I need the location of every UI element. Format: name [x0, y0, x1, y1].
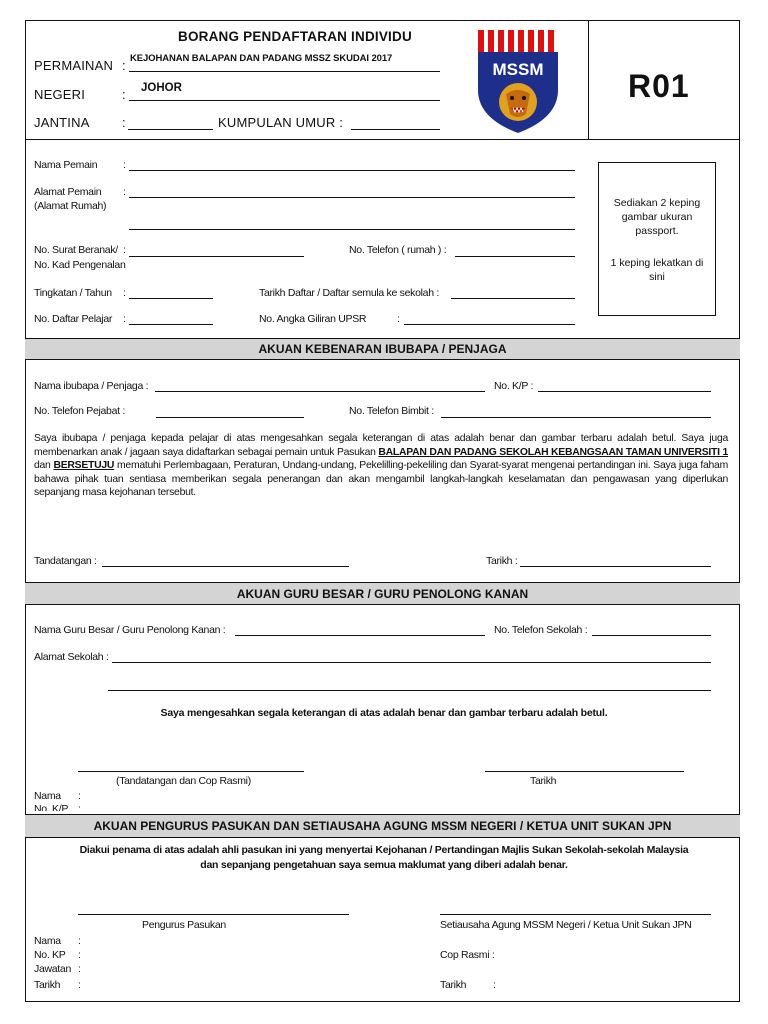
negeri-value[interactable]: JOHOR [141, 82, 182, 94]
parent-declaration [34, 432, 728, 500]
permainan-line [129, 71, 440, 72]
setiausaha-label: Setiausaha Agung MSSM Negeri / Ketua Unit Sukan JPN [440, 919, 692, 931]
manager-jawatan-label: Jawatan [34, 963, 72, 975]
headmaster-sign-line[interactable] [78, 771, 304, 772]
negeri-colon: : [122, 87, 126, 102]
form-code: R01 [628, 68, 690, 104]
kp-line[interactable] [538, 391, 711, 392]
tarikh-daftar-label: Tarikh Daftar / Daftar semula ke sekolah : [259, 287, 439, 299]
colon: : [493, 979, 496, 991]
tel-sekolah-label: No. Telefon Sekolah : [494, 624, 588, 636]
colon: : [123, 159, 126, 171]
parent-heading: AKUAN KEBENARAN IBUBAPA / PENJAGA [25, 338, 740, 360]
telefon-rumah-line[interactable] [455, 256, 575, 257]
declaration-bersetuju: BERSETUJU [53, 460, 115, 471]
photo-note-1: Sediakan 2 keping gambar ukuran passport. [613, 197, 701, 237]
negeri-line [129, 100, 440, 101]
nama-ibubapa-line[interactable] [155, 391, 485, 392]
headmaster-heading: AKUAN GURU BESAR / GURU PENOLONG KANAN [25, 582, 740, 605]
setiausaha-sign-line[interactable] [440, 914, 711, 915]
tingkatan-label: Tingkatan / Tahun [34, 287, 112, 299]
permainan-colon: : [122, 58, 126, 73]
colon: : [123, 186, 126, 198]
headmaster-nama-label: Nama [34, 790, 61, 802]
headmaster-confirm: Saya mengesahkan segala keterangan di atas adalah benar dan gambar terbaru adalah betul. [160, 707, 608, 719]
headmaster-date-label: Tarikh [530, 775, 557, 787]
alamat-pemain-sub: (Alamat Rumah) [34, 200, 107, 212]
manager-para-2: dan sepanjang pengetahuan saya semua maklumat yang diberi adalah benar. [200, 859, 568, 871]
colon: : [397, 313, 400, 325]
manager-heading: AKUAN PENGURUS PASUKAN DAN SETIAUSAHA AGUNG MSSM NEGERI / KETUA UNIT SUKAN JPN [25, 814, 740, 838]
pengurus-sign-line[interactable] [78, 914, 349, 915]
permainan-value[interactable]: KEJOHANAN BALAPAN DAN PADANG MSSZ SKUDAI 2017 [130, 53, 393, 64]
telefon-rumah-label: No. Telefon ( rumah ) : [349, 244, 447, 256]
headmaster-kp-clip [34, 803, 94, 811]
declaration-text-c: mematuhi Perlembagaan, Peraturan, Undang-undang, Pekelilling-pekeliling dan Syarat-syarat mengenai pertandingan ini. Saya juga faham bahawa pihak tuan sentiasa memberikan segala penerangan dan akan mengambil langkah-langkah keselamatan dan pengawasan yang diperlukan sepanjang masa kejohanan tersebut. [34, 460, 728, 498]
cop-rasmi-label: Cop Rasmi : [440, 949, 495, 961]
manager-tarikh-label: Tarikh [34, 979, 61, 991]
colon: : [78, 979, 81, 991]
headmaster-sign-caption: (Tandatangan dan Cop Rasmi) [116, 775, 251, 787]
pengurus-label: Pengurus Pasukan [142, 919, 226, 931]
colon: : [78, 803, 81, 811]
declaration-text-b: dan [34, 460, 54, 471]
alamat-sekolah-label: Alamat Sekolah : [34, 651, 109, 663]
negeri-label: NEGERI [34, 87, 86, 102]
headmaster-date-line[interactable] [485, 771, 684, 772]
logo-stripes [478, 30, 554, 52]
jantina-line[interactable] [128, 129, 213, 130]
photo-box[interactable] [598, 162, 716, 316]
tel-pejabat-line[interactable] [156, 417, 304, 418]
colon: : [78, 935, 81, 947]
colon: : [123, 313, 126, 325]
colon: : [78, 790, 81, 802]
logo-text: MSSM [492, 60, 544, 79]
alamat-pemain-label: Alamat Pemain [34, 186, 102, 198]
colon: : [123, 244, 126, 256]
tel-bimbit-label: No. Telefon Bimbit : [349, 405, 434, 417]
form-title: BORANG PENDAFTARAN INDIVIDU [178, 29, 412, 44]
declaration-text-a: Saya ibubapa / penjaga kepada pelajar di atas mengesahkan segala keterangan di atas adalah benar dan gambar terbaru adalah betul. Saya juga membenarkan anak / jagaan saya didaftarkan sebagai pemain untuk Pasukan [34, 433, 728, 458]
kp-label: No. K/P : [494, 380, 534, 392]
nama-guru-label: Nama Guru Besar / Guru Penolong Kanan : [34, 624, 226, 636]
alamat-sekolah-line-2[interactable] [108, 690, 711, 691]
colon: : [78, 963, 81, 975]
angka-giliran-label: No. Angka Giliran UPSR [259, 313, 367, 325]
jantina-label: JANTINA [34, 115, 90, 130]
manager-nama-label: Nama [34, 935, 61, 947]
tarikh-line[interactable] [520, 566, 711, 567]
alamat-sekolah-line-1[interactable] [112, 662, 711, 663]
jantina-colon: : [122, 115, 126, 130]
surat-beranak-label: No. Surat Beranak/ [34, 244, 118, 256]
surat-line[interactable] [129, 256, 304, 257]
photo-note-2: 1 keping lekatkan di sini [610, 257, 704, 283]
headmaster-kp-label: No. K/P [34, 803, 69, 811]
tel-pejabat-label: No. Telefon Pejabat : [34, 405, 125, 417]
tingkatan-line[interactable] [129, 298, 213, 299]
nama-pemain-label: Nama Pemain [34, 159, 98, 171]
header-divider [588, 20, 589, 140]
manager-para-1: Diakui penama di atas adalah ahli pasukan ini yang menyertai Kejohanan / Pertandingan Majlis Sukan Sekolah-sekolah Malaysia [79, 844, 689, 856]
alamat-line-1[interactable] [129, 197, 575, 198]
kad-pengenalan-label: No. Kad Pengenalan [34, 259, 126, 271]
kumpulan-line[interactable] [351, 129, 440, 130]
angka-giliran-line[interactable] [404, 324, 575, 325]
colon: : [78, 949, 81, 961]
alamat-line-2[interactable] [129, 229, 575, 230]
declaration-team: BALAPAN DAN PADANG SEKOLAH KEBANGSAAN TAMAN UNIVERSITI 1 [378, 446, 728, 458]
tandatangan-line[interactable] [102, 566, 349, 567]
kumpulan-label: KUMPULAN UMUR : [218, 115, 344, 130]
daftar-pelajar-line[interactable] [129, 324, 213, 325]
permainan-label: PERMAINAN [34, 58, 114, 73]
nama-ibubapa-label: Nama ibubapa / Penjaga : [34, 380, 149, 392]
tarikh-label: Tarikh : [486, 555, 518, 567]
nama-guru-line[interactable] [235, 635, 485, 636]
nama-pemain-line[interactable] [129, 170, 575, 171]
header-bottom-rule [25, 139, 740, 140]
mssm-logo [476, 30, 560, 134]
tarikh-daftar-line[interactable] [451, 298, 575, 299]
colon: : [123, 287, 126, 299]
tandatangan-label: Tandatangan : [34, 555, 97, 567]
tel-sekolah-line[interactable] [592, 635, 711, 636]
setiausaha-tarikh-label: Tarikh [440, 979, 467, 991]
tel-bimbit-line[interactable] [441, 417, 711, 418]
daftar-pelajar-label: No. Daftar Pelajar [34, 313, 113, 325]
manager-kp-label: No. KP [34, 949, 66, 961]
